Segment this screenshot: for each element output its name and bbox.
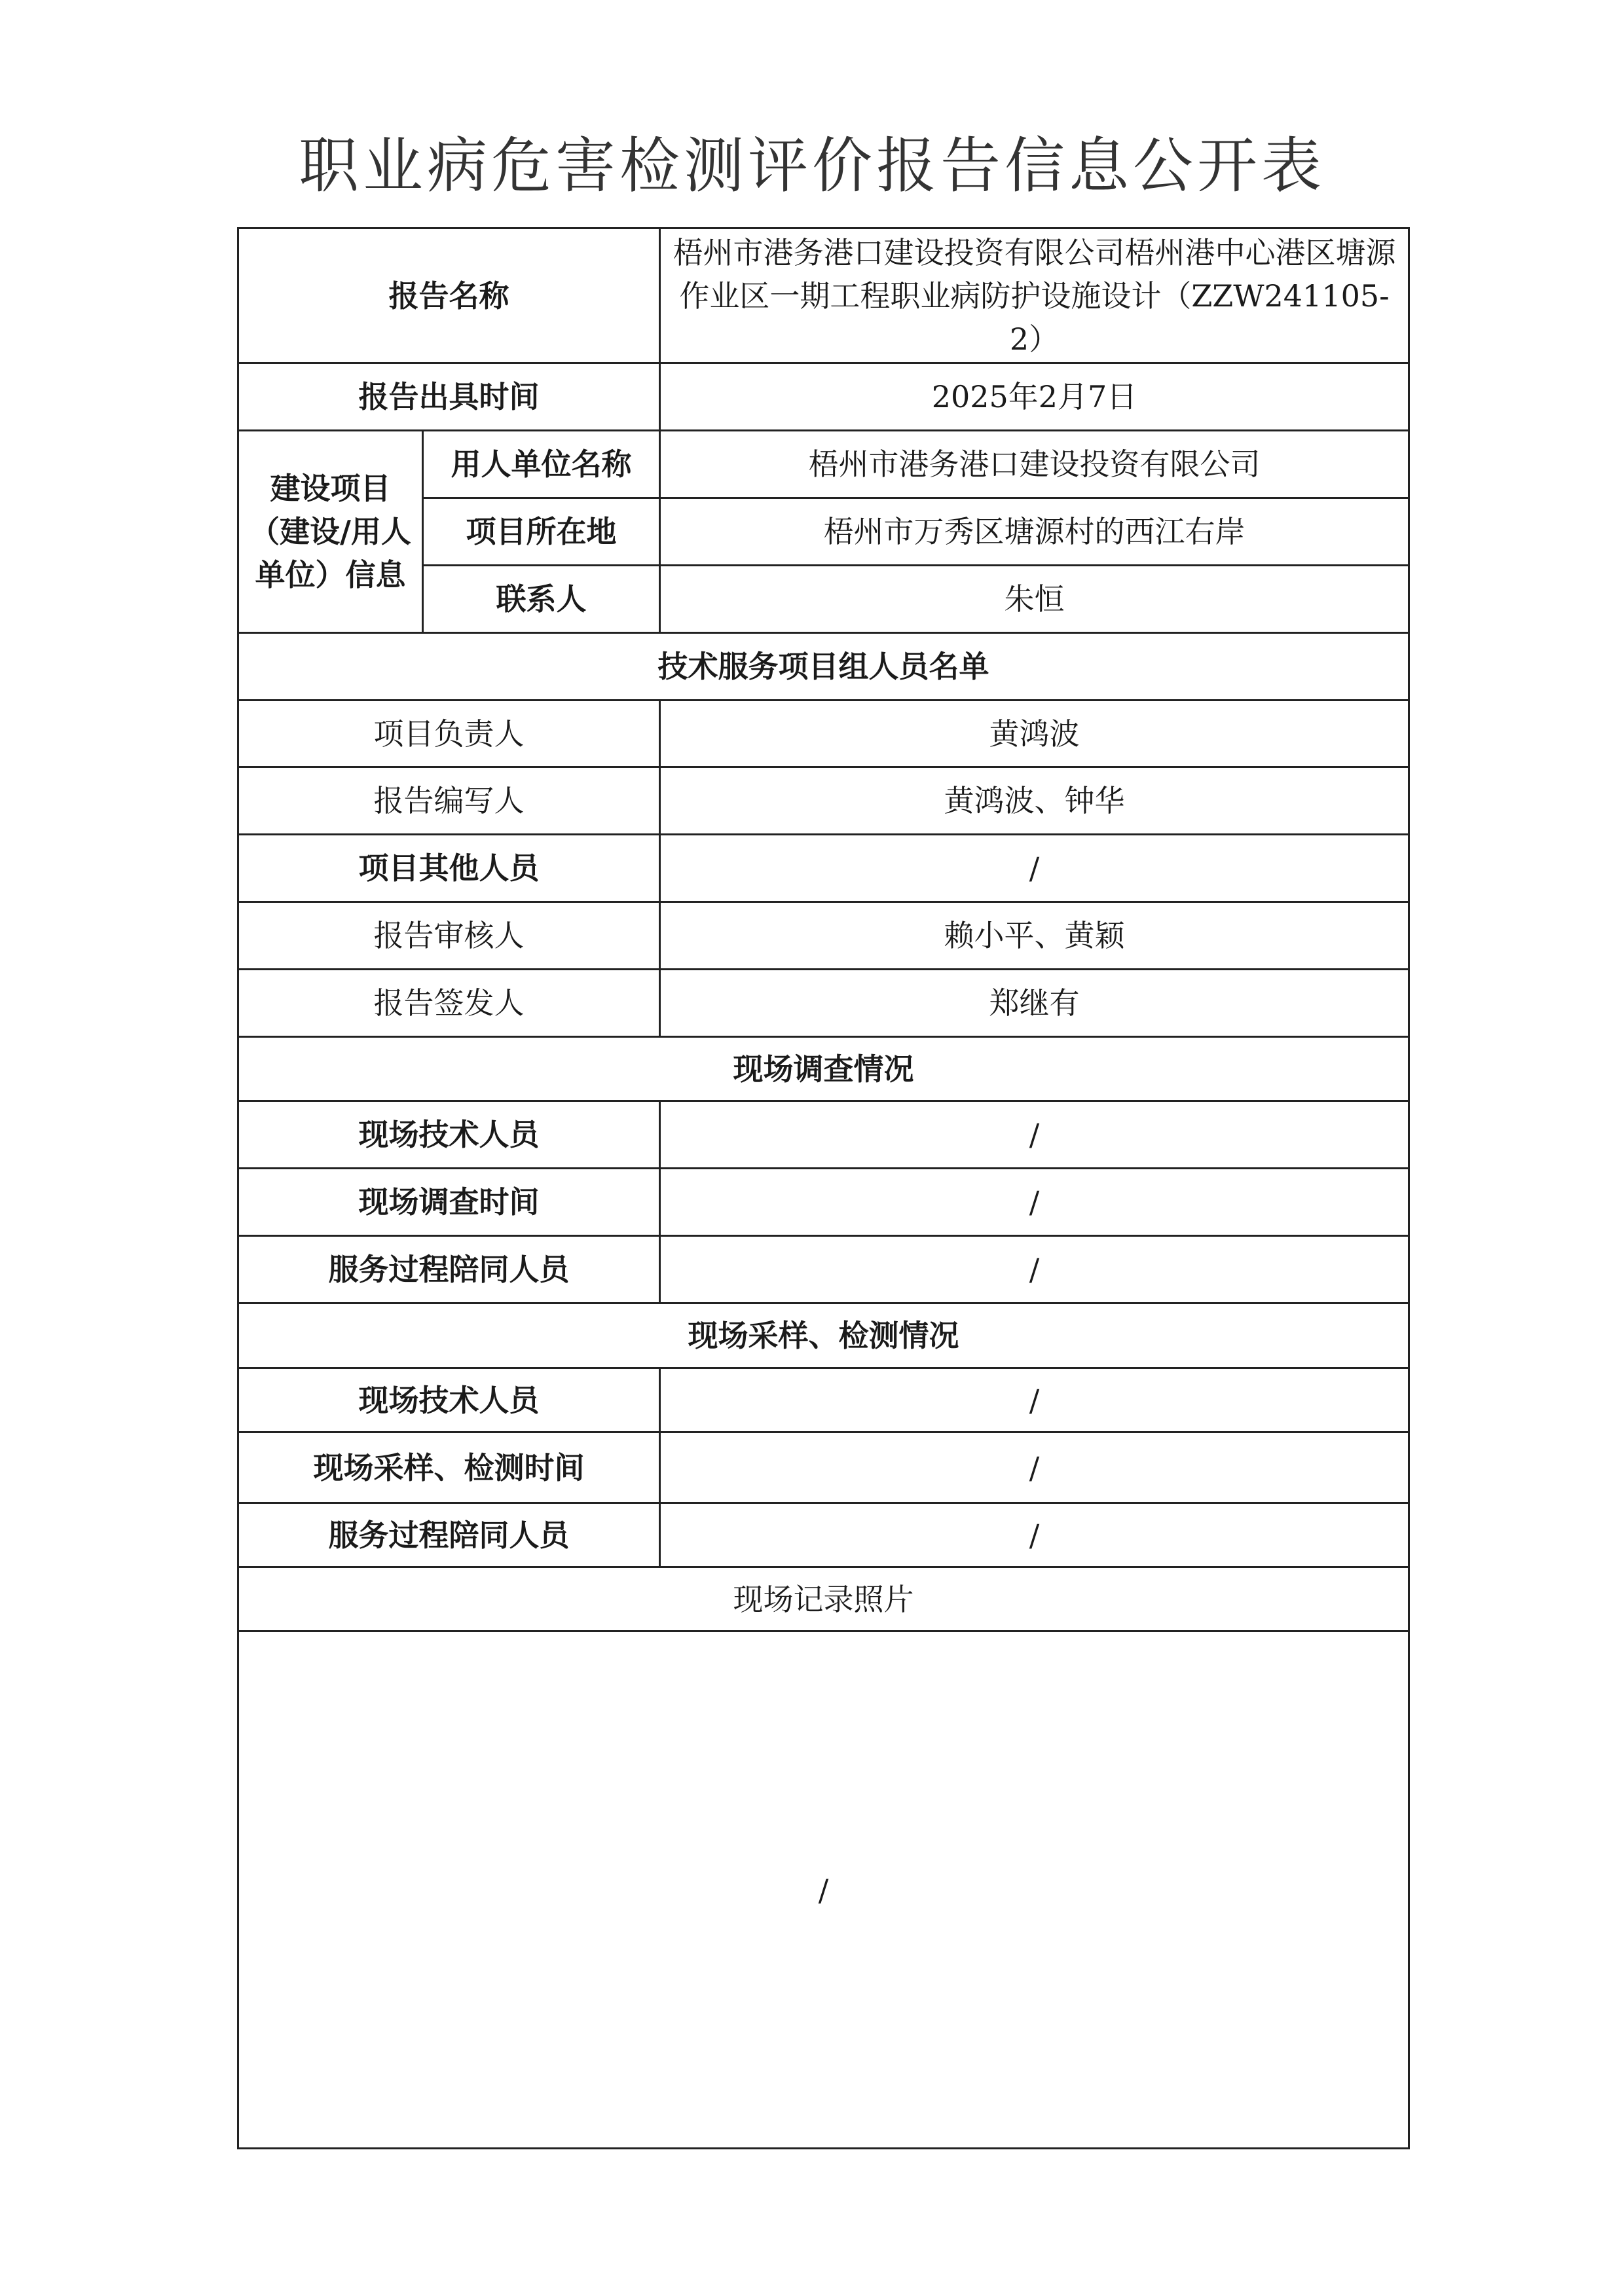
info-table — [237, 227, 1410, 2149]
employer-value: 梧州市港务港口建设投资有限公司 — [660, 431, 1409, 498]
contact-label: 联系人 — [423, 566, 660, 633]
others-row — [238, 835, 1409, 902]
survey-staff-row — [238, 1101, 1409, 1169]
sampling-escort-row — [238, 1503, 1409, 1567]
survey-escort-value: / — [660, 1236, 1409, 1303]
survey-time-row — [238, 1169, 1409, 1236]
survey-staff-label: 现场技术人员 — [238, 1101, 660, 1169]
sampling-staff-value: / — [660, 1368, 1409, 1432]
others-label: 项目其他人员 — [238, 835, 660, 902]
others-value: / — [660, 835, 1409, 902]
survey-time-label: 现场调查时间 — [238, 1169, 660, 1236]
issuer-value: 郑继有 — [660, 970, 1409, 1037]
survey-section-row — [238, 1037, 1409, 1101]
writer-value: 黄鸿波、钟华 — [660, 767, 1409, 835]
employer-label: 用人单位名称 — [423, 431, 660, 498]
location-label: 项目所在地 — [423, 498, 660, 566]
survey-escort-label: 服务过程陪同人员 — [238, 1236, 660, 1303]
sampling-section-title: 现场采样、检测情况 — [238, 1303, 1409, 1368]
reviewer-value: 赖小平、黄颖 — [660, 902, 1409, 970]
project-group-label: 建设项目（建设/用人单位）信息 — [238, 431, 423, 633]
sampling-staff-label: 现场技术人员 — [238, 1368, 660, 1432]
report-date-value: 2025年2月7日 — [660, 363, 1409, 431]
issuer-row — [238, 970, 1409, 1037]
sampling-time-value: / — [660, 1432, 1409, 1503]
survey-time-value: / — [660, 1169, 1409, 1236]
report-date-label: 报告出具时间 — [238, 363, 660, 431]
employer-row — [238, 431, 1409, 498]
sampling-staff-row — [238, 1368, 1409, 1432]
sampling-time-row — [238, 1432, 1409, 1503]
reviewer-row — [238, 902, 1409, 970]
report-name-row — [238, 228, 1409, 363]
photos-value: / — [238, 1631, 1409, 2149]
photos-section-title: 现场记录照片 — [238, 1567, 1409, 1631]
survey-section-title: 现场调查情况 — [238, 1037, 1409, 1101]
team-section-title: 技术服务项目组人员名单 — [238, 633, 1409, 701]
leader-label: 项目负责人 — [238, 701, 660, 767]
contact-value: 朱恒 — [660, 566, 1409, 633]
report-date-row — [238, 363, 1409, 431]
survey-staff-value: / — [660, 1101, 1409, 1169]
team-section-row — [238, 633, 1409, 701]
photos-section-row — [238, 1567, 1409, 1631]
sampling-time-label: 现场采样、检测时间 — [238, 1432, 660, 1503]
leader-row — [238, 701, 1409, 767]
sampling-escort-value: / — [660, 1503, 1409, 1567]
location-value: 梧州市万秀区塘源村的西江右岸 — [660, 498, 1409, 566]
reviewer-label: 报告审核人 — [238, 902, 660, 970]
page-title: 职业病危害检测评价报告信息公开表 — [298, 131, 1325, 201]
issuer-label: 报告签发人 — [238, 970, 660, 1037]
writer-row — [238, 767, 1409, 835]
survey-escort-row — [238, 1236, 1409, 1303]
leader-value: 黄鸿波 — [660, 701, 1409, 767]
report-name-value: 梧州市港务港口建设投资有限公司梧州港中心港区塘源作业区一期工程职业病防护设施设计（ZZW241105-2） — [660, 228, 1409, 363]
sampling-section-row — [238, 1303, 1409, 1368]
photos-row — [238, 1631, 1409, 2149]
sampling-escort-label: 服务过程陪同人员 — [238, 1503, 660, 1567]
writer-label: 报告编写人 — [238, 767, 660, 835]
report-name-label: 报告名称 — [238, 228, 660, 363]
